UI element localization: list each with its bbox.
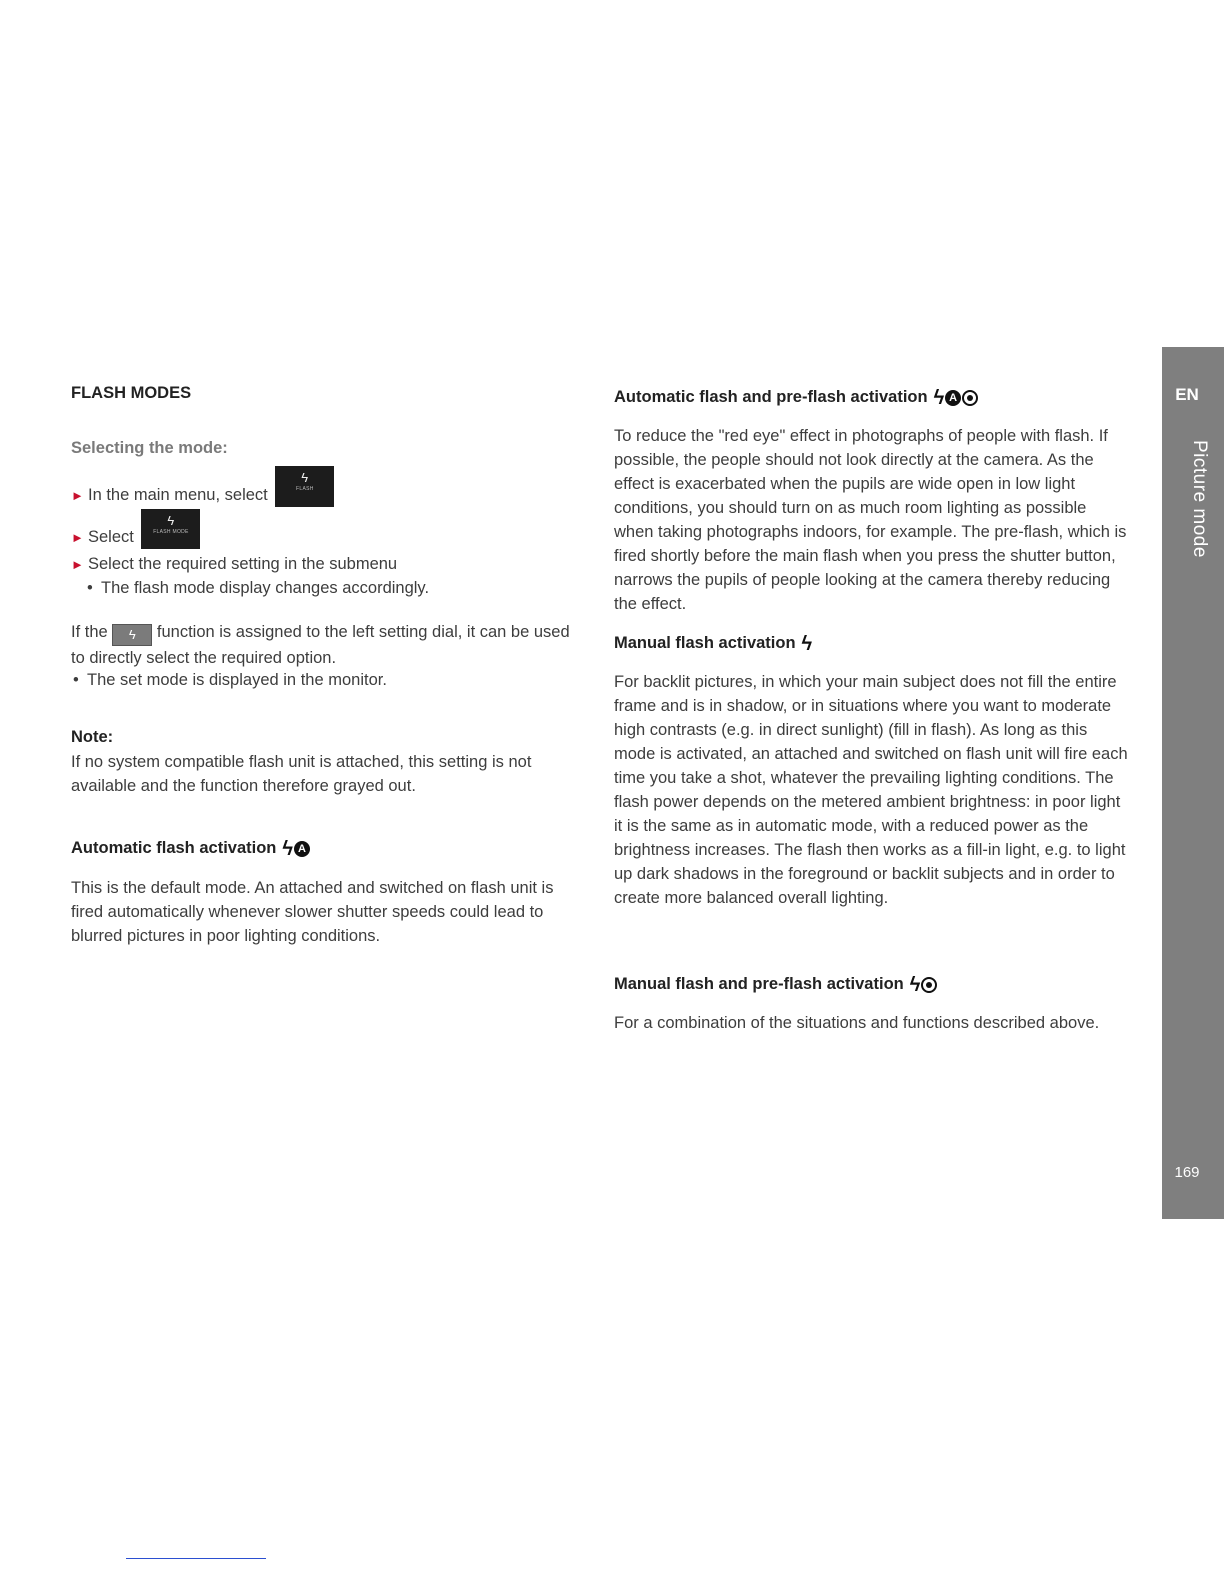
step-1-text: In the main menu, select [88,486,268,504]
auto-icon: A [294,841,310,857]
selecting-heading: Selecting the mode: [71,439,228,457]
auto-icon: A [945,390,961,406]
manual-flash-icons [802,634,813,654]
step-3 [71,553,581,576]
dial-text-after: function is assigned to the left setting dial, it can be used to directly select the required option. [71,623,570,667]
auto-flash-heading [71,839,310,859]
dial-text-before: If the [71,623,108,641]
bolt-icon: ϟ [282,838,293,860]
note-heading: Note: [71,728,114,746]
dial-paragraph [71,620,571,670]
flash-mode-caption: FLASH MODE [153,529,189,535]
flash-mode-menu-button [141,509,200,549]
auto-preflash-text: To reduce the "red eye" effect in photographs of people with flash. If possible, the people should not look directly at the camera. As the effect is exacerbated when the pupils are wide open in low light conditions, you should turn on as much room lighting as possible when taking photographs indoors, for example. The pre-flash, which is fired shortly before the main flash when you press the shutter button, narrows the pupils of people looking at the camera thereby reducing the effect. [614,427,1127,613]
auto-flash-text: This is the default mode. An attached and switched on flash unit is fired automatically whenever slower shutter speeds could lead to blurred pictures in poor lighting conditions. [71,879,554,945]
auto-flash-icons [282,839,310,859]
manual-flash-text: For backlit pictures, in which your main subject does not fill the entire frame and is in shadow, or in situations where you want to moderate high contrasts (e.g. in direct sunlight) (fill in flash). As long as this mode is activated, an attached and switched on flash unit will fire each time you take a shot, whatever the prevailing lighting conditions. The flash power depends on the metered ambient brightness: in poor light it is the same as in automatic mode, with a reduced power as the brightness increases. The flash then works as a fill-in light, e.g. to light up dark shadows in the foreground or backlit subjects and in order to create more balanced overall lighting. [614,673,1128,907]
manual-flash-heading [614,634,812,654]
dial-bullet: • The set mode is displayed in the monitor. [73,671,387,689]
flash-menu-button [275,466,334,507]
manual-flash-heading-text: Manual flash activation [614,634,796,652]
chapter-title: Picture mode [1189,440,1210,558]
step-1 [71,466,581,507]
bolt-icon: ϟ [801,633,813,655]
step-2 [71,509,581,549]
flash-icon: ϟ [301,470,309,485]
manual-preflash-icons [910,975,938,995]
manual-preflash-heading-text: Manual flash and pre-flash activation [614,975,904,993]
auto-preflash-icons [934,388,979,408]
bolt-icon: ϟ [933,387,945,409]
note-text: If no system compatible flash unit is attached, this setting is not available and the function therefore grayed out. [71,753,532,795]
step-2-text: Select [88,528,134,546]
page-number: 169 [1174,1164,1200,1181]
step-3-bullet: • The flash mode display changes accordingly. [87,579,430,597]
auto-flash-heading-text: Automatic flash activation [71,839,277,857]
step-3-bullet-text: The flash mode display changes accordingly. [101,579,430,597]
auto-preflash-heading [614,388,978,408]
section-title: FLASH MODES [71,384,192,402]
red-eye-icon [921,977,937,993]
footer-divider [126,1558,266,1559]
chapter-sidebar [1162,347,1224,1219]
arrow-icon: ► [71,488,84,503]
bolt-icon: ϟ [909,974,921,996]
red-eye-icon [962,390,978,406]
dial-bullet-text: The set mode is displayed in the monitor. [87,671,387,689]
manual-preflash-text: For a combination of the situations and functions described above. [614,1014,1100,1032]
arrow-icon: ► [71,557,84,572]
auto-preflash-heading-text: Automatic flash and pre-flash activation [614,388,928,406]
arrow-icon: ► [71,530,84,545]
flash-dial-icon: ϟ [112,624,152,646]
language-label: EN [1175,385,1199,404]
flash-auto-icon: ϟ [167,513,175,528]
step-3-text: Select the required setting in the submenu [88,555,398,573]
flash-menu-caption: FLASH [296,486,314,492]
manual-preflash-heading [614,975,937,995]
